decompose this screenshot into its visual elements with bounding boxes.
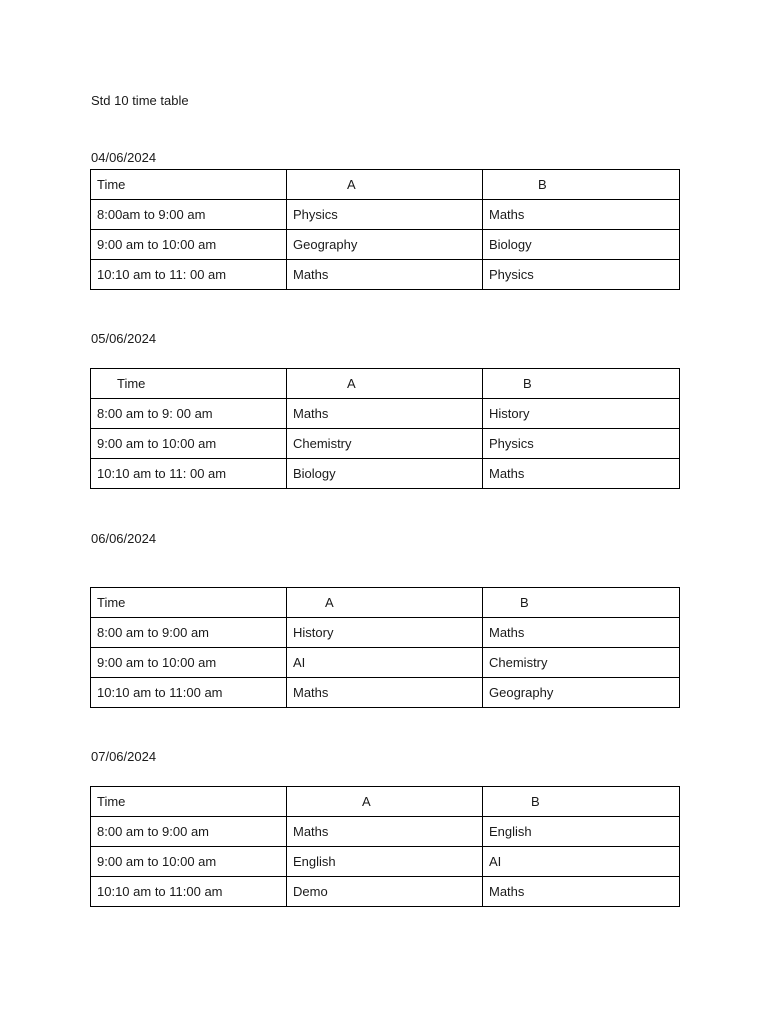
header-row bbox=[91, 369, 680, 399]
header-row bbox=[91, 588, 680, 618]
date-label: 05/06/2024 bbox=[91, 331, 157, 346]
header-cell-time: Time bbox=[91, 369, 287, 399]
header-cell-time: Time bbox=[91, 588, 287, 618]
table-row bbox=[91, 200, 680, 230]
table-row bbox=[91, 260, 680, 290]
subject-cell: History bbox=[287, 618, 483, 648]
header-cell-b: B bbox=[483, 369, 680, 399]
date-label: 07/06/2024 bbox=[91, 749, 157, 764]
table-row bbox=[91, 817, 680, 847]
table-row bbox=[91, 230, 680, 260]
header-row bbox=[91, 170, 680, 200]
time-cell: 8:00 am to 9:00 am bbox=[91, 817, 287, 847]
timetable bbox=[90, 169, 680, 290]
subject-cell: Maths bbox=[483, 618, 680, 648]
subject-cell: History bbox=[483, 399, 680, 429]
document-title: Std 10 time table bbox=[91, 93, 189, 108]
subject-cell: Physics bbox=[483, 260, 680, 290]
timetable bbox=[90, 368, 680, 489]
subject-cell: English bbox=[483, 817, 680, 847]
subject-cell: Maths bbox=[483, 459, 680, 489]
time-cell: 8:00 am to 9:00 am bbox=[91, 618, 287, 648]
header-cell-time: Time bbox=[91, 170, 287, 200]
subject-cell: Physics bbox=[483, 429, 680, 459]
table-row bbox=[91, 399, 680, 429]
time-cell: 10:10 am to 11: 00 am bbox=[91, 459, 287, 489]
table-row bbox=[91, 648, 680, 678]
header-cell-a: A bbox=[287, 787, 483, 817]
subject-cell: Chemistry bbox=[287, 429, 483, 459]
subject-cell: Maths bbox=[483, 200, 680, 230]
subject-cell: Geography bbox=[287, 230, 483, 260]
time-cell: 8:00am to 9:00 am bbox=[91, 200, 287, 230]
table-row bbox=[91, 678, 680, 708]
header-cell-a: A bbox=[287, 588, 483, 618]
subject-cell: English bbox=[287, 847, 483, 877]
time-cell: 8:00 am to 9: 00 am bbox=[91, 399, 287, 429]
timetable bbox=[90, 786, 680, 907]
time-cell: 9:00 am to 10:00 am bbox=[91, 230, 287, 260]
time-cell: 9:00 am to 10:00 am bbox=[91, 429, 287, 459]
header-cell-b: B bbox=[483, 787, 680, 817]
subject-cell: Chemistry bbox=[483, 648, 680, 678]
subject-cell: Geography bbox=[483, 678, 680, 708]
subject-cell: AI bbox=[287, 648, 483, 678]
timetable bbox=[90, 587, 680, 708]
time-cell: 9:00 am to 10:00 am bbox=[91, 847, 287, 877]
subject-cell: AI bbox=[483, 847, 680, 877]
header-cell-a: A bbox=[287, 170, 483, 200]
time-cell: 10:10 am to 11:00 am bbox=[91, 877, 287, 907]
subject-cell: Biology bbox=[483, 230, 680, 260]
header-cell-time: Time bbox=[91, 787, 287, 817]
time-cell: 10:10 am to 11:00 am bbox=[91, 678, 287, 708]
subject-cell: Maths bbox=[287, 678, 483, 708]
subject-cell: Demo bbox=[287, 877, 483, 907]
subject-cell: Maths bbox=[483, 877, 680, 907]
header-cell-b: B bbox=[483, 170, 680, 200]
table-row bbox=[91, 429, 680, 459]
header-cell-b: B bbox=[483, 588, 680, 618]
time-cell: 10:10 am to 11: 00 am bbox=[91, 260, 287, 290]
time-cell: 9:00 am to 10:00 am bbox=[91, 648, 287, 678]
date-label: 06/06/2024 bbox=[91, 531, 157, 546]
subject-cell: Maths bbox=[287, 817, 483, 847]
date-label: 04/06/2024 bbox=[91, 150, 157, 165]
table-row bbox=[91, 459, 680, 489]
subject-cell: Physics bbox=[287, 200, 483, 230]
header-cell-a: A bbox=[287, 369, 483, 399]
table-row bbox=[91, 847, 680, 877]
subject-cell: Maths bbox=[287, 260, 483, 290]
header-row bbox=[91, 787, 680, 817]
subject-cell: Maths bbox=[287, 399, 483, 429]
subject-cell: Biology bbox=[287, 459, 483, 489]
table-row bbox=[91, 877, 680, 907]
table-row bbox=[91, 618, 680, 648]
